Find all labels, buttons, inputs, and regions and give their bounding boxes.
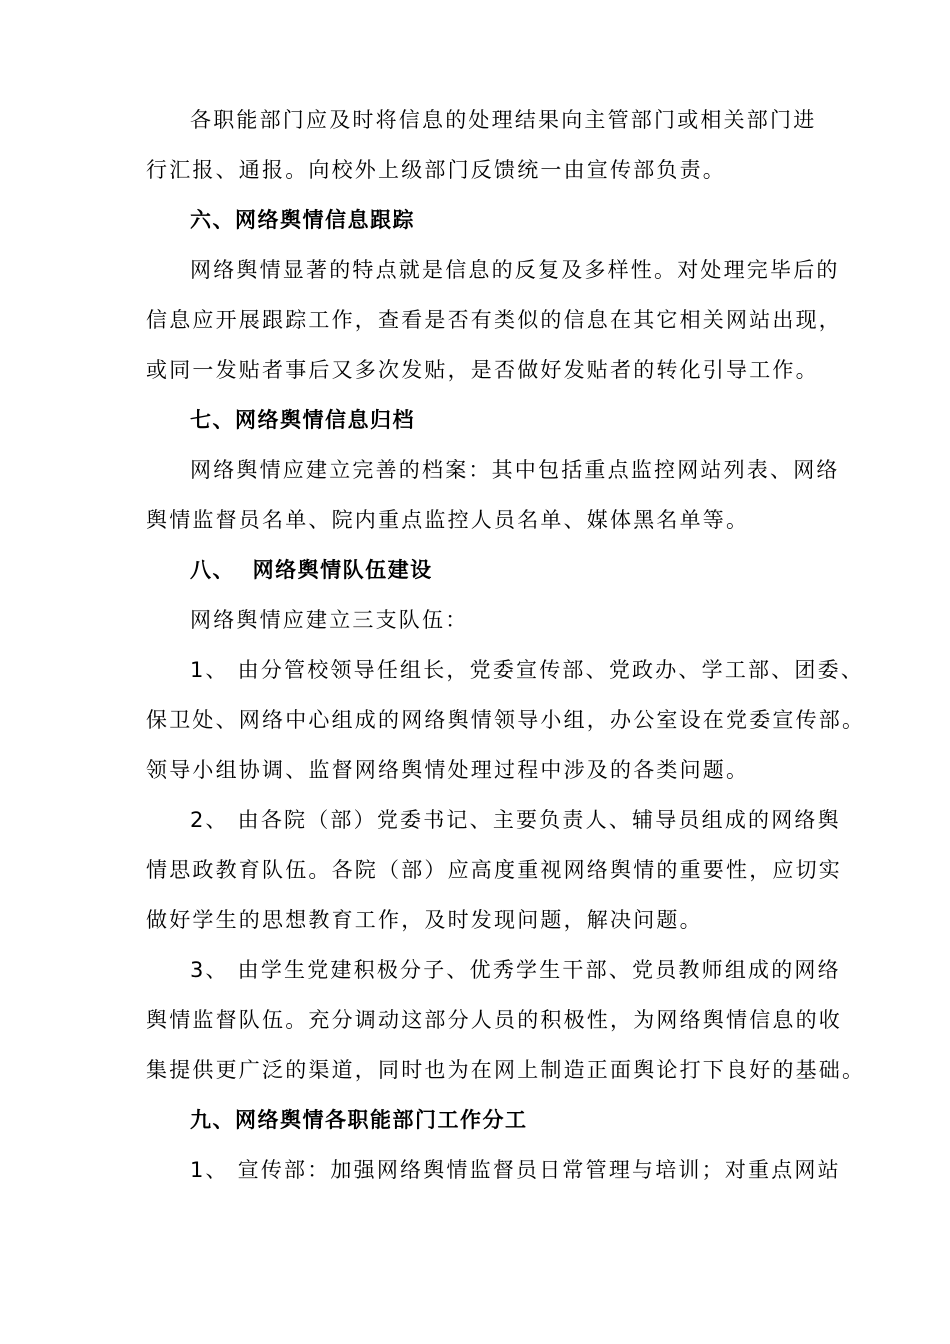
paragraph-line: 集提供更广泛的渠道，同时也为在网上制造正面舆论打下良好的基础。	[146, 1058, 866, 1082]
paragraph-line: 舆情监督员名单、院内重点监控人员名单、媒体黑名单等。	[146, 508, 750, 532]
paragraph-line: 网络舆情显著的特点就是信息的反复及多样性。对处理完毕后的	[190, 258, 840, 282]
paragraph-line: 领导小组协调、监督网络舆情处理过程中涉及的各类问题。	[146, 758, 750, 782]
section-heading: 九、网络舆情各职能部门工作分工	[190, 1108, 528, 1132]
list-item-line: 2、 由各院（部）党委书记、主要负责人、辅导员组成的网络舆	[190, 808, 841, 832]
paragraph-line: 网络舆情应建立完善的档案：其中包括重点监控网站列表、网络	[190, 458, 840, 482]
paragraph-line: 或同一发贴者事后又多次发贴，是否做好发贴者的转化引导工作。	[146, 358, 819, 382]
section-heading: 六、网络舆情信息跟踪	[190, 208, 415, 232]
list-item-line: 1、 由分管校领导任组长，党委宣传部、党政办、学工部、团委、	[190, 658, 865, 682]
paragraph-line: 网络舆情应建立三支队伍：	[190, 608, 469, 632]
paragraph-line: 做好学生的思想教育工作，及时发现问题，解决问题。	[146, 908, 703, 932]
paragraph-line: 行汇报、通报。向校外上级部门反馈统一由宣传部负责。	[146, 158, 726, 182]
section-heading: 七、网络舆情信息归档	[190, 408, 415, 432]
list-item-line: 1、 宣传部：加强网络舆情监督员日常管理与培训；对重点网站	[190, 1158, 841, 1182]
paragraph-line: 舆情监督队伍。充分调动这部分人员的积极性，为网络舆情信息的收	[146, 1008, 842, 1032]
paragraph-line: 保卫处、网络中心组成的网络舆情领导小组，办公室设在党委宣传部。	[146, 708, 866, 732]
paragraph-line: 情思政教育队伍。各院（部）应高度重视网络舆情的重要性，应切实	[146, 858, 842, 882]
section-heading: 八、 网络舆情队伍建设	[190, 558, 433, 582]
paragraph-line: 各职能部门应及时将信息的处理结果向主管部门或相关部门进	[190, 108, 817, 132]
list-item-line: 3、 由学生党建积极分子、优秀学生干部、党员教师组成的网络	[190, 958, 841, 982]
paragraph-line: 信息应开展跟踪工作，查看是否有类似的信息在其它相关网站出现，	[146, 308, 842, 332]
